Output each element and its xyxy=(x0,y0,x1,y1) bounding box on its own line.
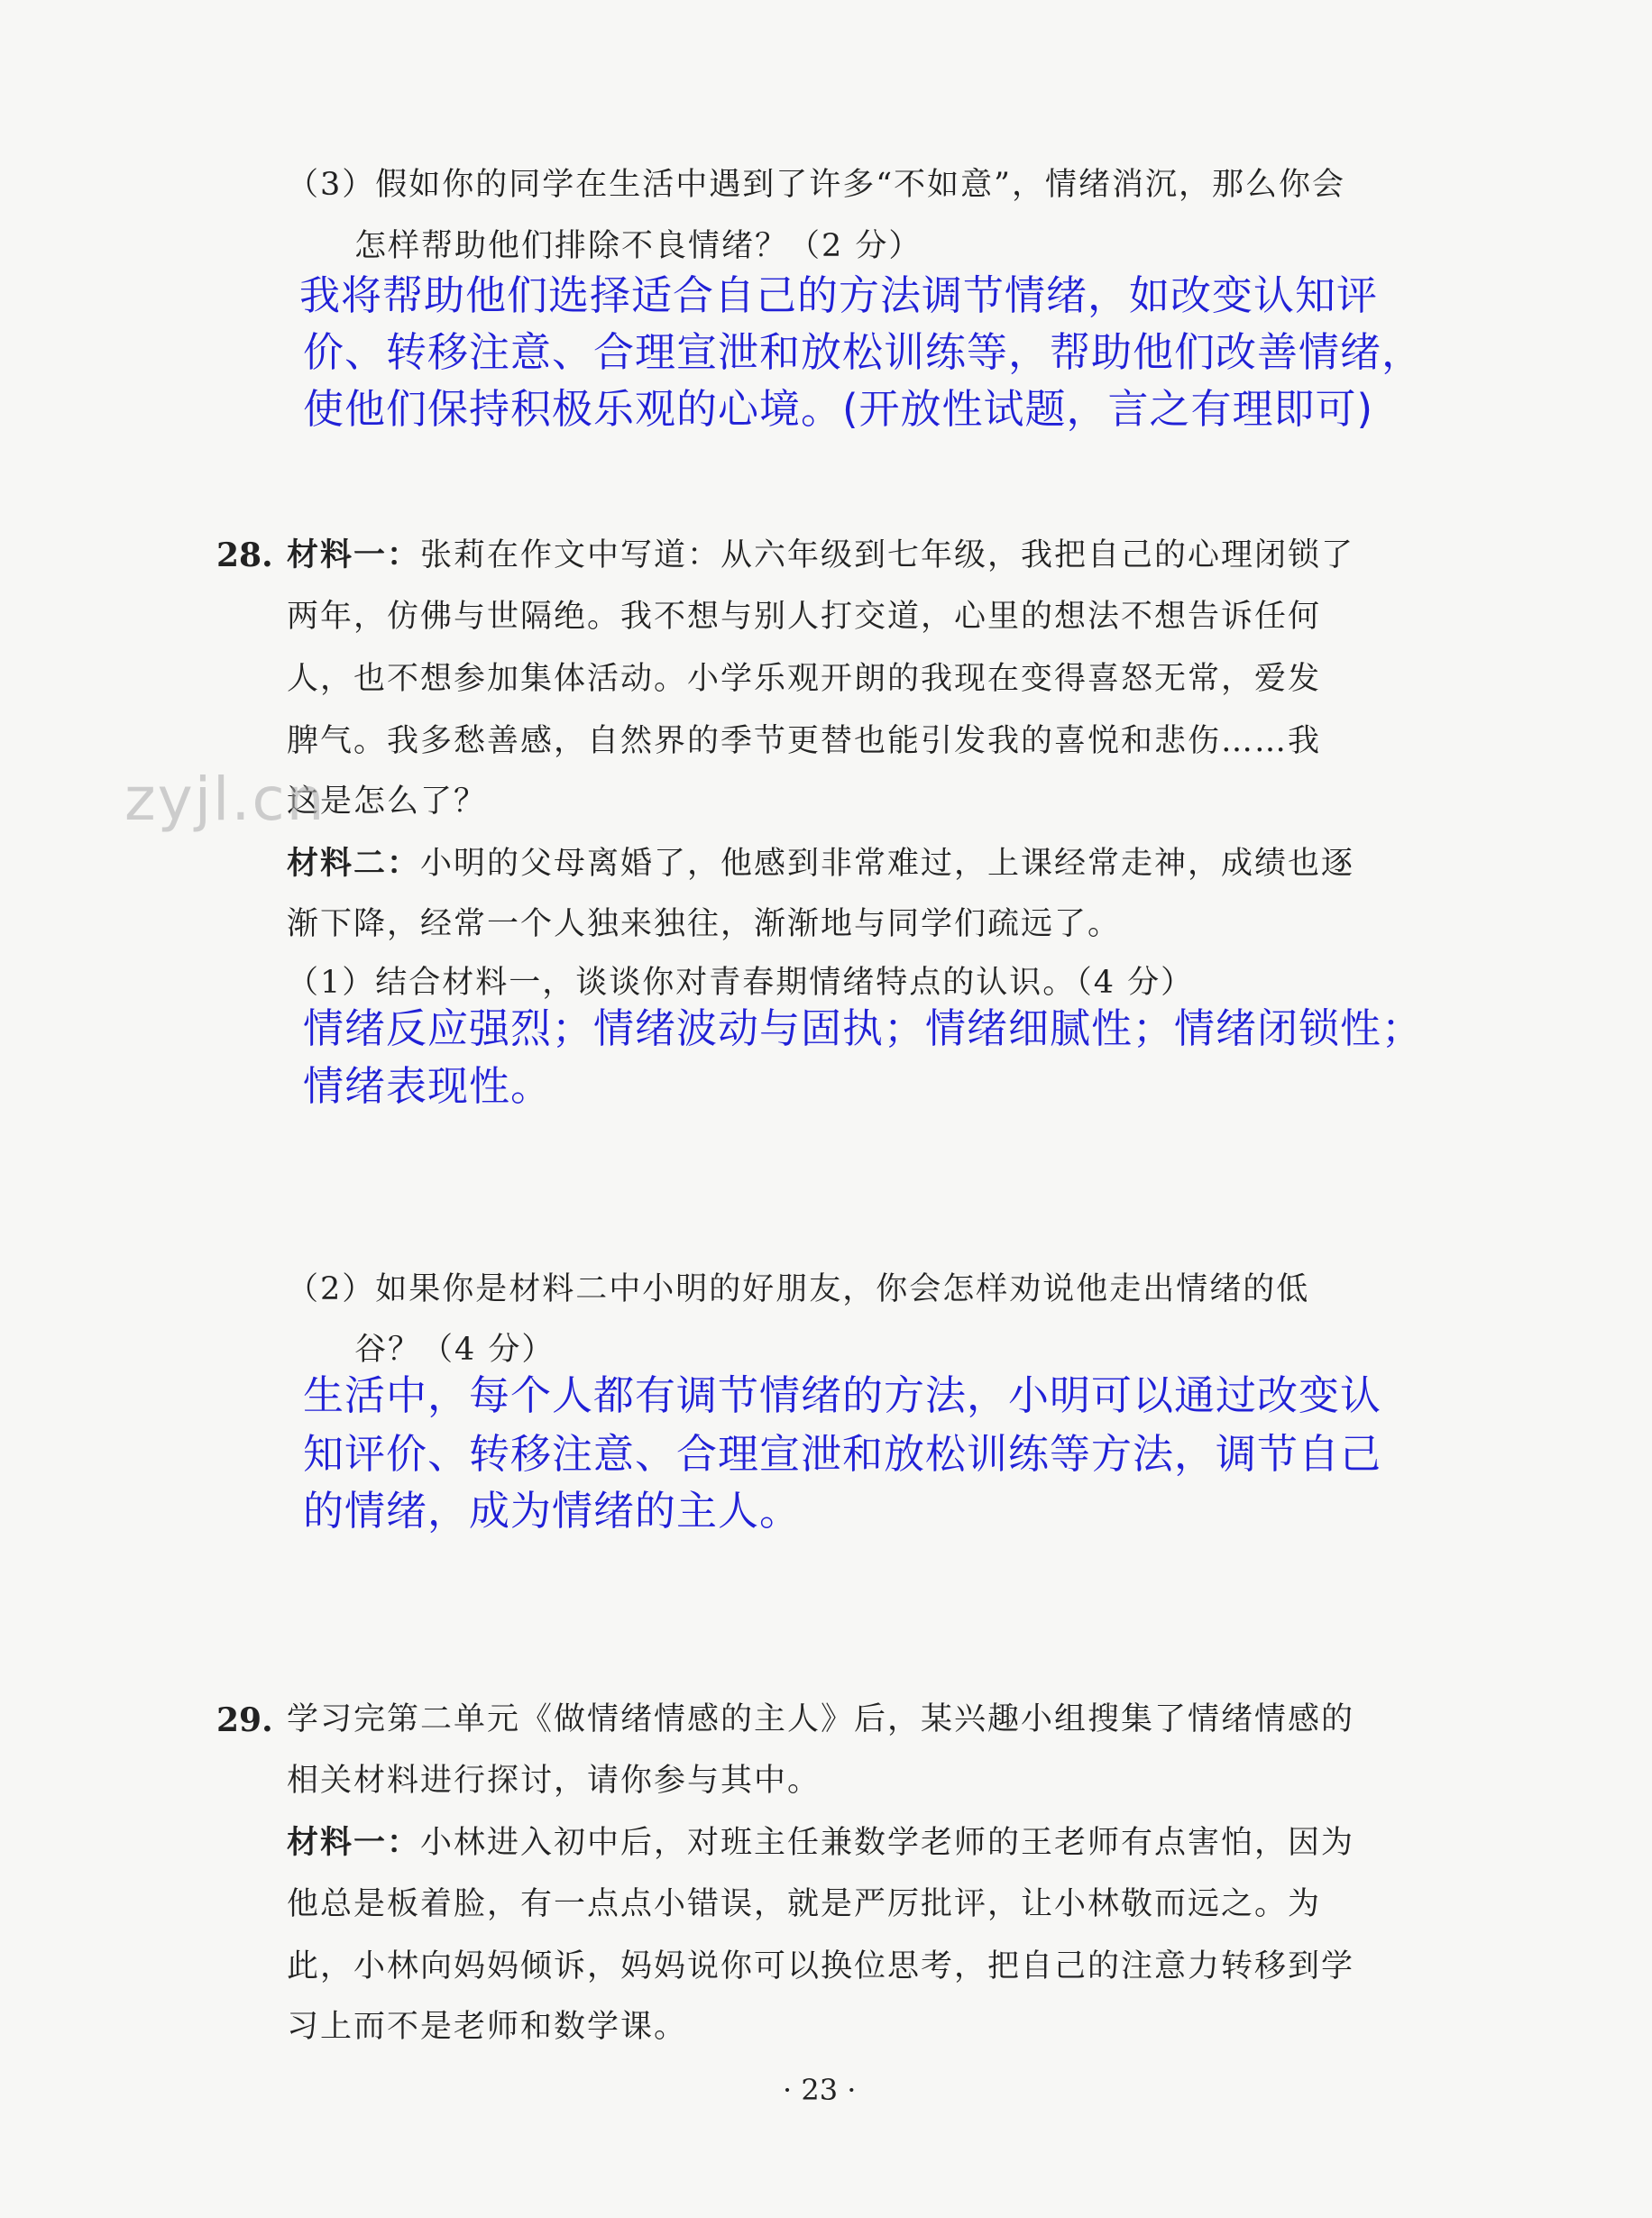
q28-material2-text1: 小明的父母离婚了，他感到非常难过，上课经常走神，成绩也逐 xyxy=(420,846,1355,882)
q27-3-answer-line1: 我将帮助他们选择适合自己的方法调节情绪，如改变认知评 xyxy=(299,271,1379,319)
q29-material1-line1 xyxy=(287,1824,1355,1861)
q28-material2-line1 xyxy=(287,845,1355,882)
q28-sub2-line1: （2）如果你是材料二中小明的好朋友，你会怎样劝说他走出情绪的低 xyxy=(287,1271,1310,1307)
q28-material1-line2: 两年，仿佛与世隔绝。我不想与别人打交道，心里的想法不想告诉任何 xyxy=(287,599,1322,635)
q27-3-answer-line3: 使他们保持积极乐观的心境。(开放性试题，言之有理即可) xyxy=(303,385,1374,433)
q29-material1-text1: 小林进入初中后，对班主任兼数学老师的王老师有点害怕，因为 xyxy=(420,1825,1355,1861)
q27-3-answer-line2: 价、转移注意、合理宣泄和放松训练等，帮助他们改善情绪， xyxy=(303,328,1424,376)
q29-number: 29. xyxy=(216,1701,273,1739)
q29-material1-line4: 习上而不是老师和数学课。 xyxy=(287,2009,688,2045)
q27-3-stem-line1: （3）假如你的同学在生活中遇到了许多“不如意”，情绪消沉，那么你会 xyxy=(287,167,1346,203)
q28-material2-label: 材料二： xyxy=(287,845,421,882)
q29-stem-line2: 相关材料进行探讨，请你参与其中。 xyxy=(287,1763,821,1799)
q29-stem-line1: 学习完第二单元《做情绪情感的主人》后，某兴趣小组搜集了情绪情感的 xyxy=(287,1701,1355,1737)
q28-material1-label: 材料一： xyxy=(287,536,421,573)
q29-material1-label: 材料一： xyxy=(287,1824,421,1861)
page-number: · 23 · xyxy=(783,2073,857,2107)
q28-material2-line2: 渐下降，经常一个人独来独往，渐渐地与同学们疏远了。 xyxy=(287,906,1122,942)
q28-material1-text1: 张莉在作文中写道：从六年级到七年级，我把自己的心理闭锁了 xyxy=(420,537,1355,573)
q28-material1-line5: 这是怎么了？ xyxy=(287,784,488,820)
q28-sub2-line2: 谷？（4 分） xyxy=(354,1332,555,1368)
q28-material1-line3: 人，也不想参加集体活动。小学乐观开朗的我现在变得喜怒无常，爱发 xyxy=(287,661,1322,697)
q28-answer1-line2: 情绪表现性。 xyxy=(303,1062,553,1110)
q27-3-stem-line2: 怎样帮助他们排除不良情绪？（2 分） xyxy=(354,228,922,264)
q28-material1-line4: 脾气。我多愁善感，自然界的季节更替也能引发我的喜悦和悲伤……我 xyxy=(287,723,1322,759)
q29-material1-line3: 此，小林向妈妈倾诉，妈妈说你可以换位思考，把自己的注意力转移到学 xyxy=(287,1948,1355,1984)
q28-number: 28. xyxy=(216,536,273,574)
q28-answer2-line3: 的情绪，成为情绪的主人。 xyxy=(303,1487,802,1535)
q28-answer1-line1: 情绪反应强烈；情绪波动与固执；情绪细腻性；情绪闭锁性； xyxy=(303,1004,1424,1052)
watermark: zyjl.cn xyxy=(124,765,326,834)
q28-sub1: （1）结合材料一，谈谈你对青春期情绪特点的认识。（4 分） xyxy=(287,965,1195,1001)
q29-material1-line2: 他总是板着脸，有一点点小错误，就是严厉批评，让小林敬而远之。为 xyxy=(287,1886,1322,1922)
q28-answer2-line2: 知评价、转移注意、合理宣泄和放松训练等方法，调节自己 xyxy=(303,1430,1382,1478)
q28-material1-line1 xyxy=(287,536,1355,573)
q28-answer2-line1: 生活中，每个人都有调节情绪的方法，小明可以通过改变认 xyxy=(303,1371,1382,1419)
